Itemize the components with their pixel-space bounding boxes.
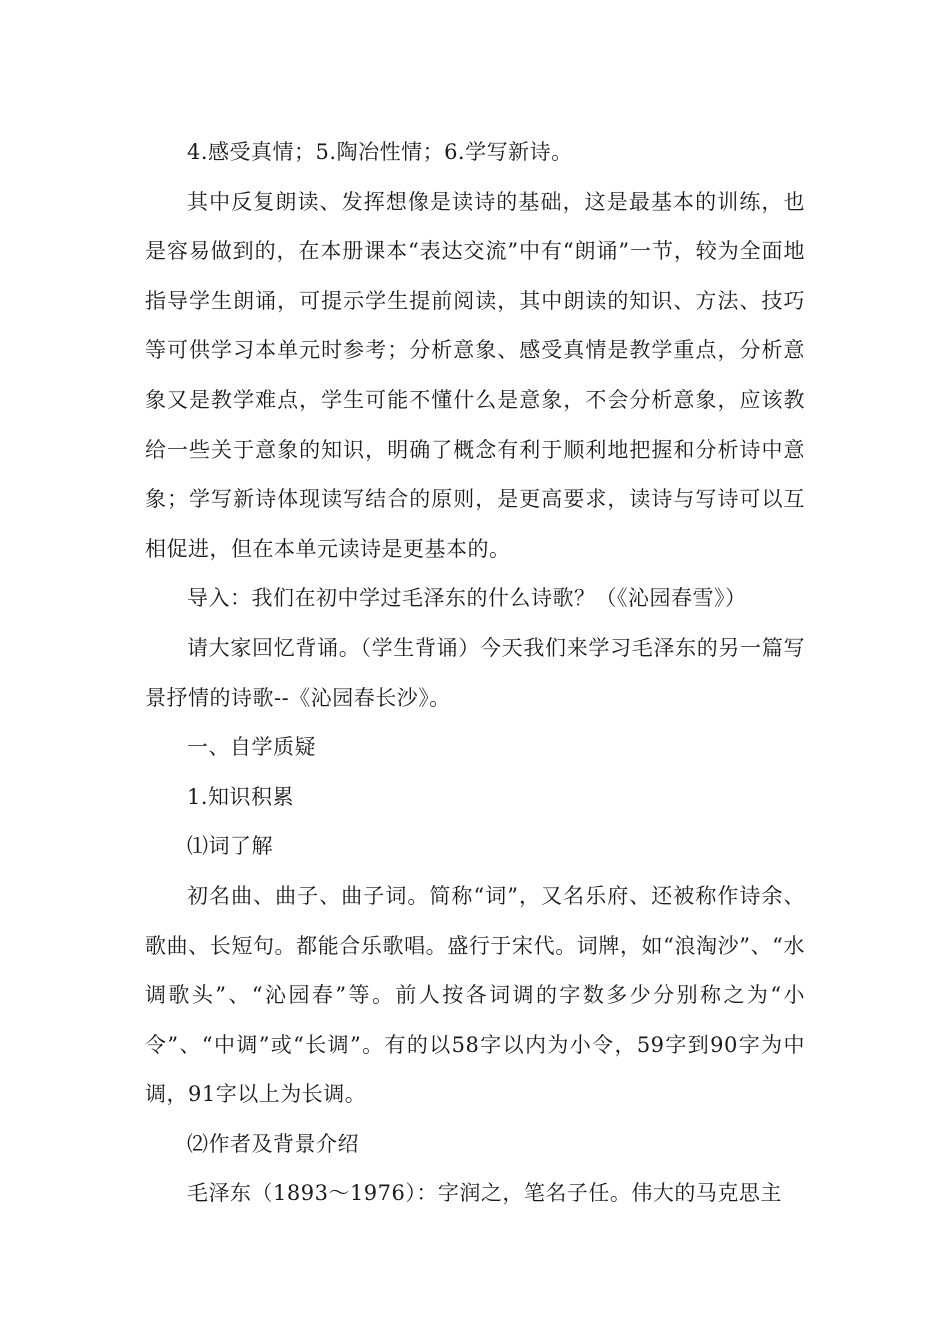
subheading-knowledge: 1.知识积累 bbox=[187, 784, 295, 809]
section-heading-self-study: 一、自学质疑 bbox=[187, 735, 316, 760]
subheading-ci-intro: ⑴词了解 bbox=[187, 834, 273, 859]
paragraph-teaching-analysis: 其中反复朗读、发挥想像是读诗的基础，这是最基本的训练，也是容易做到的，在本册课本“表达交流”中有“朗诵”一节，较为全面地指导学生朗诵，可提示学生提前阅读，其中朗读的知识、方法、技巧等可供学习本单元时参考；分析意象、感受真情是教学重点，分析意象又是教学难点，学生可能不懂什么是意象，不会分析意象，应该教给一些关于意象的知识，明确了概念有利于顺利地把握和分析诗中意象；学写新诗体现读写结合的原则，是更高要求，读诗与写诗可以互相促进，但在本单元读诗是更基本的。 bbox=[145, 189, 805, 561]
document-body bbox=[145, 128, 805, 1219]
paragraph-introduction-question: 导入：我们在初中学过毛泽东的什么诗歌？（《沁园春雪》） bbox=[187, 586, 747, 611]
paragraph-ci-description: 初名曲、曲子、曲子词。简称“词”，又名乐府、还被称作诗余、歌曲、长短句。都能合乐歌唱。盛行于宋代。词牌，如“浪淘沙”、“水调歌头”、“沁园春”等。前人按各词调的字数多少分别称之为“小令”、“中调”或“长调”。有的以58字以内为小令，59字到90字为中调，91字以上为长调。 bbox=[145, 883, 805, 1107]
subheading-author-background: ⑵作者及背景介绍 bbox=[187, 1131, 359, 1156]
paragraph-goals-continued: 4.感受真情；5.陶冶性情；6.学写新诗。 bbox=[187, 140, 573, 164]
paragraph-author-bio: 毛泽东（1893～1976）：字润之，笔名子任。伟大的马克思主 bbox=[187, 1181, 782, 1206]
paragraph-introduction-recite: 请大家回忆背诵。（学生背诵）今天我们来学习毛泽东的另一篇写景抒情的诗歌--《沁园春长沙》。 bbox=[145, 635, 805, 710]
